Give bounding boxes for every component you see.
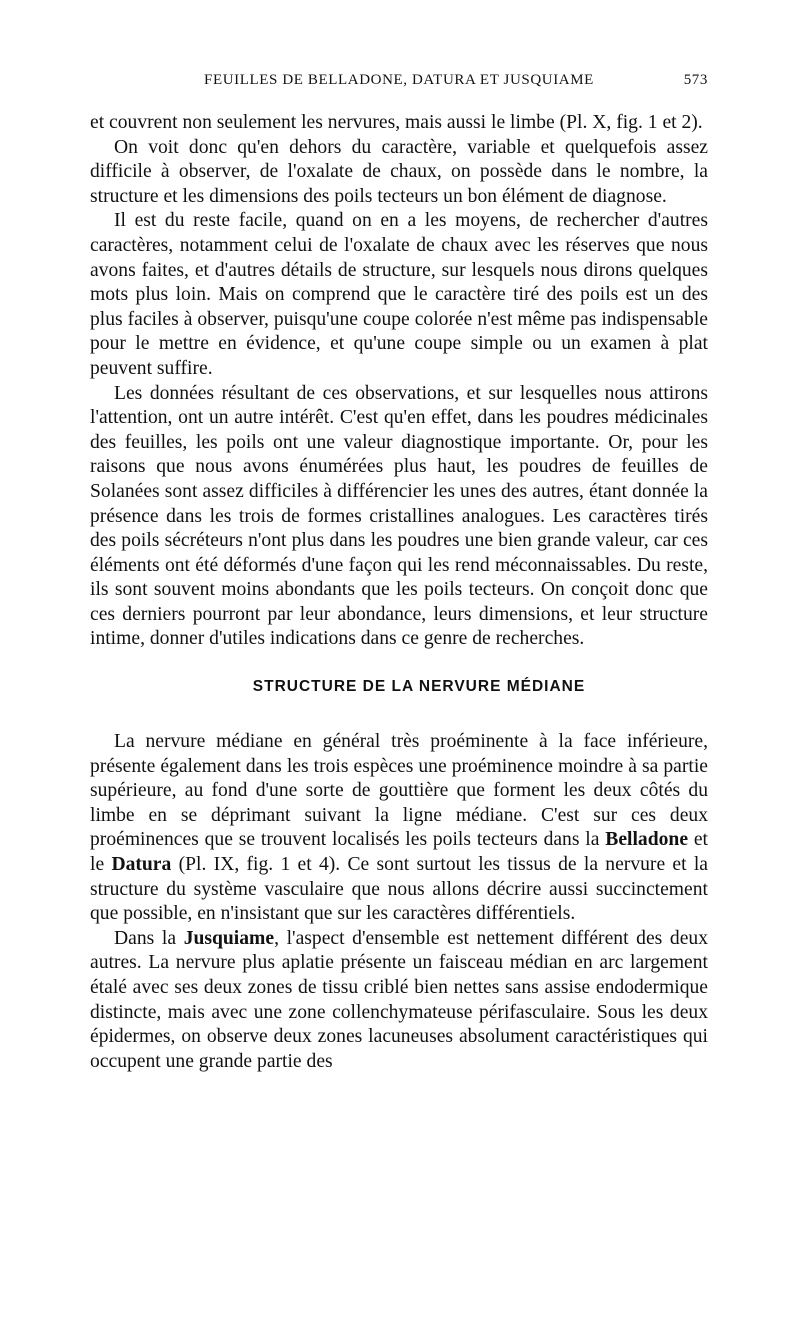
section-heading: STRUCTURE DE LA NERVURE MÉDIANE: [252, 678, 586, 696]
term-jusquiame: Jusquiame: [183, 927, 275, 949]
page: [90, 72, 708, 1074]
term-datura: Datura: [111, 854, 172, 876]
paragraph-autres-caracteres: Il est du reste facile, quand on en a les moyens, de rechercher d'autres caractères, notamment celui de l'oxalate de chaux avec les réserves que nous avons faites, et d'autres détails de structure, sur lesquels nous dirons quelques mots plus loin. Mais on comprend que le caractère tiré des poils est un des plus faciles à observer, puisqu'une coupe colorée n'est même pas indispensable pour le mettre en évidence, et qu'une coupe simple ou un examen à plat peuvent suffire.: [90, 210, 708, 379]
paragraph-diagnose: On voit donc qu'en dehors du caractère, variable et quelquefois assez difficile à observer, de l'oxalate de chaux, on possède dans le nombre, la structure et les dimensions des poils tecteurs un bon élément de diagnose.: [90, 136, 708, 207]
para2-text-b: , l'aspect d'ensemble est nettement différent des deux autres. La nervure plus aplatie présente un faisceau médian en arc largement étalé avec ses deux zones de tissu criblé bien nettes sans assise endodermique distincte, mais avec une zone collenchymateuse périfasculaire. Sous les deux épidermes, on observe deux zones lacuneuses absolument caractéristiques qui occupent une grande partie des: [90, 927, 708, 1072]
paragraph-poudres: Les données résultant de ces observations, et sur lesquelles nous attirons l'attention, ont un autre intérêt. C'est qu'en effet, dans les poudres médicinales des feuilles, les poils ont une valeur diagnostique importante. Or, pour les raisons que nous avons énumérées plus haut, les poudres de feuilles de Solanées sont assez difficiles à différencier les unes des autres, étant donnée la présence dans les trois de formes cristallines analogues. Les caractères tirés des poils sécréteurs n'ont plus dans les poudres une bien grande valeur, car ces éléments ont été déformés d'une façon qui les rend méconnaissables. Du reste, ils sont souvent moins abondants que les poils tecteurs. On conçoit donc que ces derniers pourront par leur abondance, leurs dimensions, et leur structure intime, donner d'utiles indications dans ce genre de recherches.: [90, 382, 708, 650]
paragraph-continuation: et couvrent non seulement les nervures, mais aussi le limbe (Pl. X, fig. 1 et 2).: [90, 112, 703, 133]
para1-text-a: La nervure médiane en général très proéminente à la face inférieure, présente également dans les trois espèces une proéminence moindre à sa partie supérieure, au fond d'une sorte de gouttière que forment les deux côtés du limbe en se déprimant suivant la ligne médiane. C'est sur ces deux proéminences que se trouvent localisés les poils tecteurs dans la: [90, 731, 708, 851]
para1-text-b: et le: [90, 829, 708, 876]
page-number: 573: [683, 72, 708, 88]
running-head: [90, 72, 708, 96]
para2-text-a: Dans la: [114, 927, 184, 949]
term-belladone: Belladone: [605, 829, 689, 851]
paragraph-jusquiame: [90, 927, 708, 1075]
paragraph-nervure-mediane: [90, 730, 708, 927]
running-title: FEUILLES DE BELLADONE, DATURA ET JUSQUIAME: [204, 72, 594, 88]
para1-text-c: (Pl. IX, fig. 1 et 4). Ce sont surtout les tissus de la nervure et la structure du système vasculaire que nous allons décrire aussi succinctement que possible, en n'insistant que sur les caractères différentiels.: [90, 854, 708, 925]
